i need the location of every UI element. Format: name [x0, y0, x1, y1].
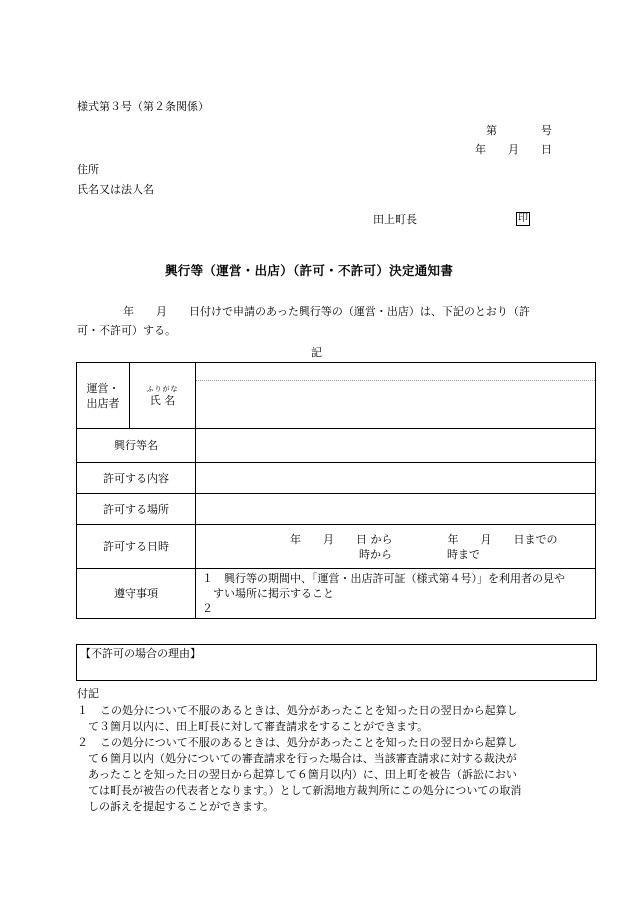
operator-label-cell [77, 363, 130, 429]
note-1-line-1: この処分について不服のあるときは、処分があったことを知った日の翌日から起算し [100, 704, 518, 717]
compliance-row [77, 569, 596, 619]
operator-row [77, 363, 596, 429]
note-1-number: １ [77, 704, 88, 717]
permit-datetime-label: 許可する日時 [77, 525, 196, 569]
issue-date: 年 月 日 [475, 143, 552, 156]
permit-place-field[interactable] [196, 494, 596, 525]
compliance-item-1-line-2: すい場所に掲示すること [213, 587, 334, 600]
rejection-reason-box[interactable] [76, 644, 597, 681]
furigana-line [196, 363, 595, 381]
body-line-2: 可・不許可）する。 [77, 324, 176, 337]
note-1-line-2: て３箇月以内に、田上町長に対して審査請求をすることができます。 [88, 720, 429, 733]
compliance-item-2: ２ [202, 602, 213, 615]
event-name-field[interactable] [196, 429, 596, 463]
name-label: 氏 名 [149, 393, 176, 407]
note-2-line-5: しの訴えを提起することができます。 [88, 800, 275, 813]
compliance-field [196, 569, 596, 619]
issuer-name: 田上町長 [373, 213, 417, 226]
permit-datetime-row [77, 525, 596, 569]
permit-datetime-field[interactable] [196, 525, 596, 569]
ki-heading: 記 [311, 346, 322, 359]
recipient-address-label: 住所 [77, 163, 99, 176]
furigana-label: ふりがな [146, 384, 179, 393]
name-label-cell [130, 363, 196, 429]
event-name-label: 興行等名 [77, 429, 196, 463]
permit-content-row [77, 463, 596, 494]
note-2-line-1: この処分について不服のあるときは、処分があったことを知った日の翌日から起算し [100, 736, 518, 749]
datetime-line-1: 年 月 日 から 年 月 日までの [290, 532, 558, 546]
seal-mark: 印 [518, 213, 528, 224]
body-line-1: 年 月 日付けで申請のあった興行等の（運営・出店）は、下記のとおり（許 [123, 305, 530, 318]
recipient-name-label: 氏名又は法人名 [77, 183, 154, 196]
note-2-line-3: あったことを知った日の翌日から起算して６箇月以内）に、田上町を被告（訴訟におい [88, 768, 517, 781]
permit-place-row [77, 494, 596, 525]
note-2-line-2: て６箇月以内（処分についての審査請求を行った場合は、当該審査請求に対する裁決が [88, 752, 517, 765]
compliance-item-1-line-1: １ 興行等の期間中、「運営・出店許可証（様式第４号）」を利用者の見や [202, 572, 565, 585]
document-number: 第 号 [486, 124, 552, 137]
document-title: 興行等（運営・出店）（許可・不許可）決定通知書 [165, 263, 454, 278]
note-2-line-4: ては町長が被告の代表者となります。）として新潟地方裁判所にこの処分についての取消 [88, 784, 522, 797]
notes-title: 付記 [77, 687, 99, 700]
form-number: 様式第３号（第２条関係） [77, 100, 209, 113]
event-name-row [77, 429, 596, 463]
permit-content-label: 許可する内容 [77, 463, 196, 494]
permit-content-field[interactable] [196, 463, 596, 494]
compliance-label: 遵守事項 [77, 569, 196, 619]
rejection-reason-label: 【不許可の場合の理由】 [80, 647, 201, 660]
operator-name-field[interactable] [196, 363, 596, 429]
note-2-number: ２ [77, 736, 88, 749]
permit-table [76, 362, 596, 619]
operator-label-line-1: 運営・ [86, 381, 120, 395]
operator-label-line-2: 出店者 [86, 396, 120, 410]
permit-place-label: 許可する場所 [77, 494, 196, 525]
datetime-line-2: 時から 時まで [359, 547, 480, 561]
